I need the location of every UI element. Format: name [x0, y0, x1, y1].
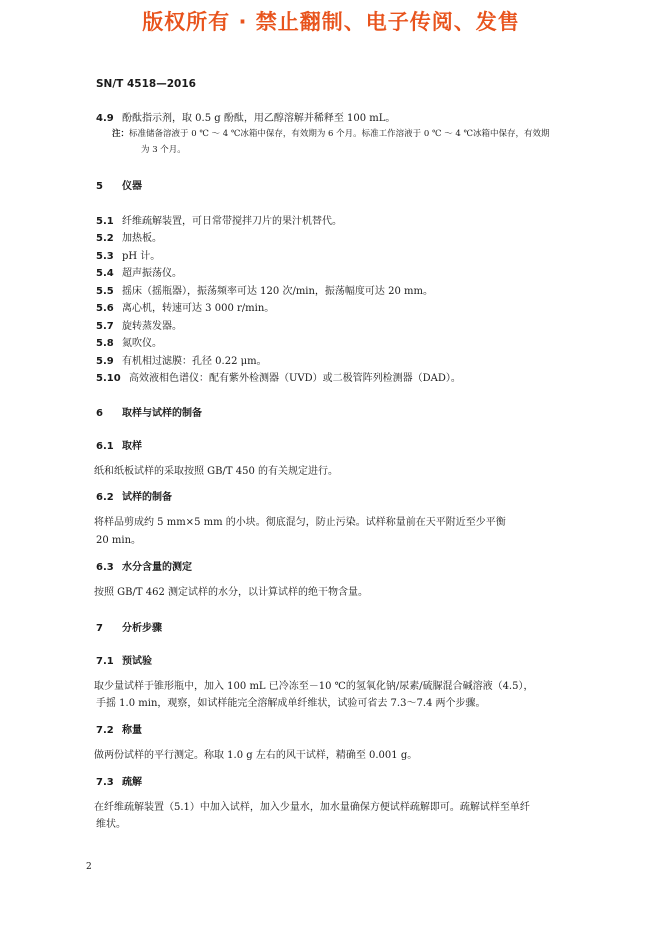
- clause-number: 5.6: [96, 303, 114, 314]
- section-number: 5: [96, 181, 103, 192]
- clause-text: 摇床（摇瓶器），振荡频率可达 120 次/min，振荡幅度可达 20 mm。: [122, 286, 433, 297]
- clause-number: 5.8: [96, 338, 114, 349]
- section-title: 取样与试样的制备: [122, 408, 202, 419]
- clause-number: 5.1: [96, 216, 114, 227]
- list-item: [96, 212, 342, 227]
- clause-4-9: [96, 109, 395, 124]
- subsection-title: 疏解: [122, 777, 142, 788]
- section-7-heading: [96, 619, 162, 634]
- clause-text: 酚酞指示剂，取 0.5 g 酚酞，用乙醇溶解并稀释至 100 mL。: [122, 113, 396, 124]
- section-number: 7: [96, 623, 103, 634]
- list-item: [96, 317, 182, 332]
- subsection-title: 预试验: [122, 656, 152, 667]
- subsection-number: 7.2: [96, 725, 114, 736]
- subsection-title: 试样的制备: [122, 492, 172, 503]
- list-item: [96, 299, 274, 314]
- list-item: [96, 282, 433, 297]
- clause-number: 5.10: [96, 373, 121, 384]
- section-6-heading: [96, 404, 202, 419]
- note-text-1: 标准储备溶液于 0 ℃ ～ 4 ℃冰箱中保存，有效期为 6 个月。标准工作溶液于 0 ℃ ～ 4 ℃冰箱中保存，有效期: [129, 129, 550, 139]
- paragraph-line: 将样品剪成约 5 mm×5 mm 的小块。彻底混匀，防止污染。试样称量前在天平附近至少平衡: [94, 517, 506, 528]
- subsection-7-2-heading: [96, 721, 142, 736]
- subsection-title: 称量: [122, 725, 142, 736]
- paragraph-line: 20 min。: [96, 535, 142, 546]
- list-item: [96, 334, 162, 349]
- clause-text: 离心机，转速可达 3 000 r/min。: [122, 303, 275, 314]
- standard-number: SN/T 4518—2016: [96, 78, 196, 90]
- clause-text: 氮吹仪。: [122, 338, 162, 349]
- clause-number: 5.3: [96, 251, 114, 262]
- paragraph: 做两份试样的平行测定。称取 1.0 g 左右的风干试样，精确至 0.001 g。: [94, 750, 418, 761]
- paragraph: 按照 GB/T 462 测定试样的水分，以计算试样的绝干物含量。: [94, 587, 368, 598]
- subsection-title: 水分含量的测定: [122, 562, 192, 573]
- clause-number: 5.4: [96, 268, 114, 279]
- subsection-6-1-heading: [96, 437, 142, 452]
- paragraph-line: 取少量试样于锥形瓶中，加入 100 mL 已冷冻至－10 ℃的氢氧化钠/尿素/硫脲混合碱溶液（4.5），: [94, 681, 534, 692]
- list-item: [96, 352, 267, 367]
- list-item: [96, 264, 182, 279]
- section-number: 6: [96, 408, 103, 419]
- clause-text: 高效液相色谱仪：配有紫外检测器（UVD）或二极管阵列检测器（DAD）。: [129, 373, 461, 384]
- paragraph: 纸和纸板试样的采取按照 GB/T 450 的有关规定进行。: [94, 466, 338, 477]
- clause-text: 超声振荡仪。: [122, 268, 182, 279]
- note-label: 注：: [112, 129, 130, 139]
- subsection-number: 6.3: [96, 562, 114, 573]
- clause-text: 加热板。: [122, 233, 162, 244]
- clause-number: 4.9: [96, 113, 114, 124]
- subsection-6-2-heading: [96, 488, 172, 503]
- clause-number: 5.5: [96, 286, 114, 297]
- clause-text: 有机相过滤膜：孔径 0.22 μm。: [122, 356, 267, 367]
- paragraph-line: 维状。: [96, 819, 126, 830]
- subsection-number: 6.1: [96, 441, 114, 452]
- clause-number: 5.2: [96, 233, 114, 244]
- list-item: [96, 247, 160, 262]
- subsection-6-3-heading: [96, 558, 192, 573]
- list-item: [96, 369, 461, 384]
- clause-text: pH 计。: [122, 251, 161, 262]
- clause-text: 纤维疏解装置，可日常带搅拌刀片的果汁机替代。: [122, 216, 342, 227]
- list-item: [96, 229, 162, 244]
- subsection-7-1-heading: [96, 652, 152, 667]
- page-number: 2: [86, 862, 92, 872]
- note-line-1: [112, 127, 550, 139]
- paragraph-line: 在纤维疏解装置（5.1）中加入试样，加入少量水，加水量确保方便试样疏解即可。疏解试样至单纤: [94, 802, 530, 813]
- subsection-title: 取样: [122, 441, 142, 452]
- section-title: 仪器: [122, 181, 142, 192]
- section-5-heading: [96, 177, 142, 192]
- note-line-2: 为 3 个月。: [141, 145, 186, 155]
- clause-number: 5.7: [96, 321, 114, 332]
- subsection-number: 7.3: [96, 777, 114, 788]
- subsection-number: 6.2: [96, 492, 114, 503]
- section-title: 分析步骤: [122, 623, 162, 634]
- subsection-number: 7.1: [96, 656, 114, 667]
- paragraph-line: 手摇 1.0 min，观察，如试样能完全溶解成单纤维状，试验可省去 7.3～7.4 两个步骤。: [96, 698, 486, 709]
- clause-number: 5.9: [96, 356, 114, 367]
- copyright-watermark: 版权所有 · 禁止翻制、电子传阅、发售: [142, 10, 520, 34]
- clause-text: 旋转蒸发器。: [122, 321, 182, 332]
- subsection-7-3-heading: [96, 773, 142, 788]
